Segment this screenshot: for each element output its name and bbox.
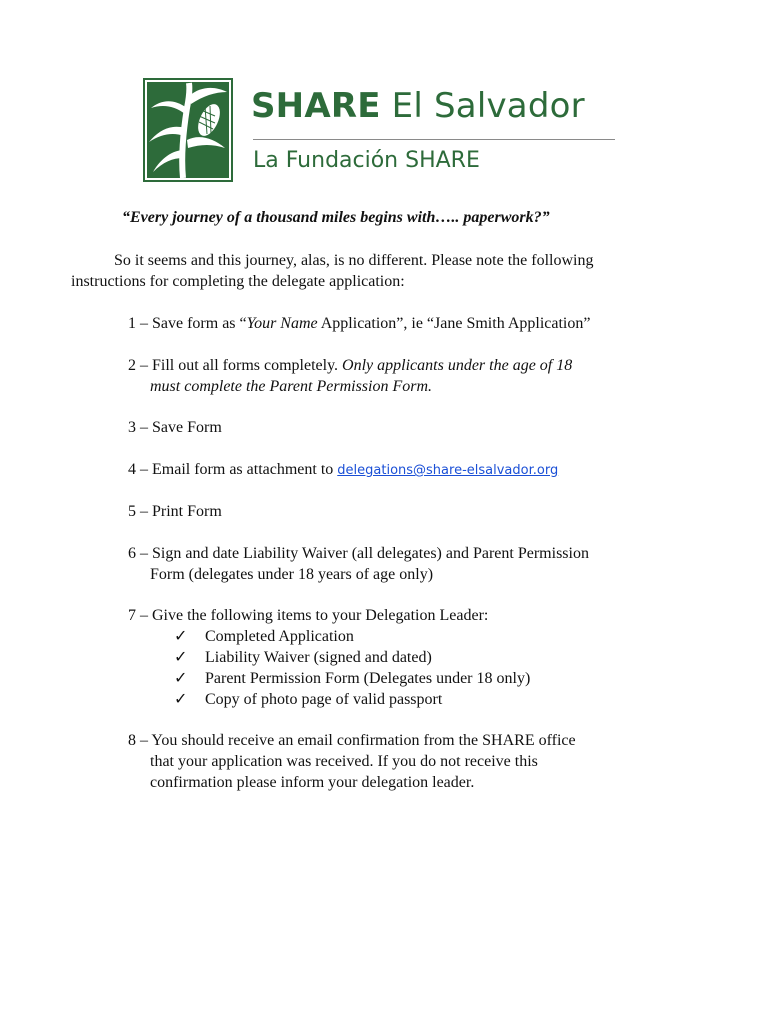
step-1	[128, 313, 590, 334]
checklist-item-label: Copy of photo page of valid passport	[205, 691, 443, 708]
step-8-line-3: confirmation please inform your delegation leader.	[150, 774, 475, 791]
check-icon: ✓	[174, 628, 188, 645]
checklist-item	[174, 647, 432, 668]
step-1-suffix: Application”, ie “Jane Smith Application”	[317, 315, 591, 332]
step-6-line-2: Form (delegates under 18 years of age only)	[150, 566, 434, 583]
brand-name-rest: El Salvador	[380, 86, 585, 126]
step-2-italic-2: must complete the Parent Permission Form.	[150, 378, 433, 395]
checklist-item-label: Liability Waiver (signed and dated)	[205, 649, 432, 666]
email-link[interactable]: delegations@share-elsalvador.org	[337, 463, 559, 478]
checklist-item	[174, 668, 530, 689]
step-1-prefix: 1 – Save form as “	[128, 315, 247, 332]
checklist-item-label: Completed Application	[205, 628, 354, 645]
step-4	[128, 459, 558, 481]
brand-divider	[253, 139, 615, 140]
step-8-line-1: 8 – You should receive an email confirmation from the SHARE office	[128, 732, 576, 749]
corn-plant-icon	[143, 78, 233, 182]
step-2	[128, 355, 572, 376]
step-2-italic-1: Only applicants under the age of 18	[342, 357, 573, 374]
checklist-item-label: Parent Permission Form (Delegates under 18 only)	[205, 670, 531, 687]
step-8-line-2: that your application was received. If you do not receive this	[150, 753, 538, 770]
brand-name-bold: SHARE	[251, 86, 381, 126]
check-icon: ✓	[174, 691, 188, 708]
page-quote: “Every journey of a thousand miles begins with….. paperwork?”	[122, 209, 550, 226]
step-6-line-1: 6 – Sign and date Liability Waiver (all delegates) and Parent Permission	[128, 545, 589, 562]
step-2-line-2	[150, 376, 432, 397]
brand-name	[251, 86, 585, 126]
share-logo	[143, 78, 623, 184]
step-2-prefix: 2 – Fill out all forms completely.	[128, 357, 343, 374]
brand-subtitle: La Fundación SHARE	[253, 148, 480, 173]
step-3: 3 – Save Form	[128, 419, 222, 436]
step-4-prefix: 4 – Email form as attachment to	[128, 461, 338, 478]
intro-line-2: instructions for completing the delegate application:	[71, 273, 405, 290]
step-7-line-1: 7 – Give the following items to your Delegation Leader:	[128, 607, 489, 624]
step-1-italic: Your Name	[246, 315, 318, 332]
intro-line-1: So it seems and this journey, alas, is no different. Please note the following	[114, 252, 594, 269]
step-5: 5 – Print Form	[128, 503, 222, 520]
check-icon: ✓	[174, 670, 188, 687]
check-icon: ✓	[174, 649, 188, 666]
checklist-item	[174, 626, 354, 647]
checklist-item	[174, 689, 442, 710]
